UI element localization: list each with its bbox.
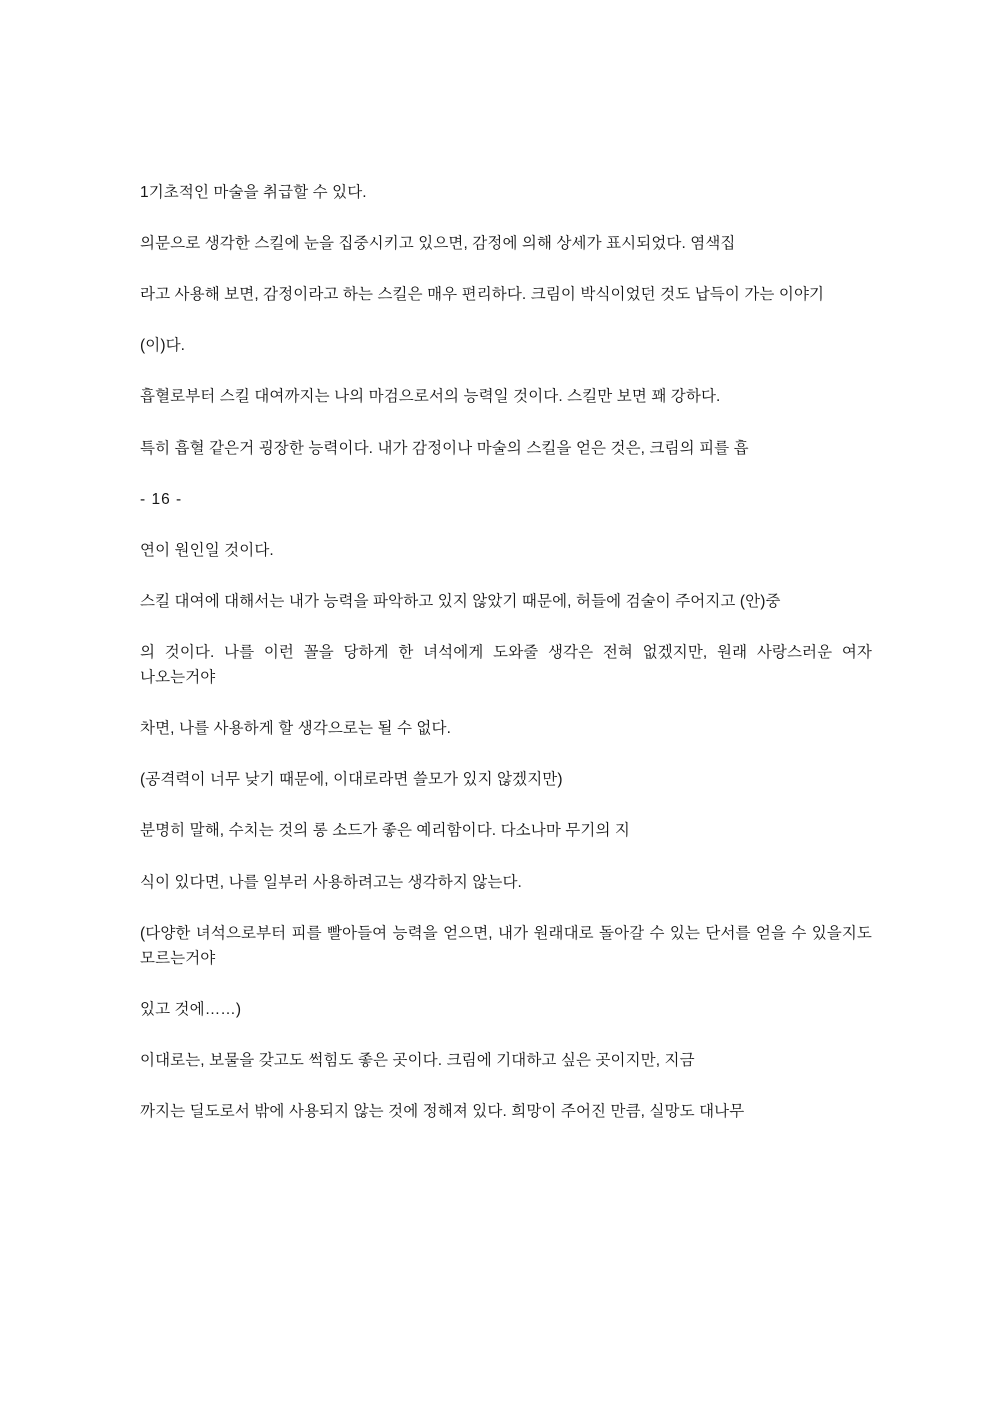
page-number: - 16 - (140, 490, 183, 508)
paragraph: 흡혈로부터 스킬 대여까지는 나의 마검으로서의 능력일 것이다. 스킬만 보면 꽤 강하다. (140, 388, 721, 406)
document-text-body (140, 180, 872, 1124)
paragraph: 연이 원인일 것이다. (140, 541, 274, 559)
paragraph: 분명히 말해, 수치는 것의 롱 소드가 좋은 예리함이다. 다소나마 무기의 지 (140, 822, 630, 840)
paragraph: 식이 있다면, 나를 일부러 사용하려고는 생각하지 않는다. (140, 873, 522, 891)
paragraph: 차면, 나를 사용하게 할 생각으로는 될 수 없다. (140, 720, 451, 738)
paragraph: 특히 흡혈 같은거 굉장한 능력이다. 내가 감정이나 마술의 스킬을 얻은 것은, 크림의 피를 흡 (140, 439, 749, 457)
paragraph: 의문으로 생각한 스킬에 눈을 집중시키고 있으면, 감정에 의해 상세가 표시되었다. 염색집 (140, 235, 736, 253)
paragraph: 이대로는, 보물을 갖고도 썩힘도 좋은 곳이다. 크림에 기대하고 싶은 곳이지만, 지금 (140, 1051, 695, 1069)
paragraph: 의 것이다. 나를 이런 꼴을 당하게 한 녀석에게 도와줄 생각은 전혀 없겠지만, 원래 사랑스러운 여자 나오는거야 (140, 643, 872, 687)
paragraph: (이)다. (140, 337, 186, 355)
paragraph: 있고 것에……) (140, 1000, 242, 1018)
paragraph: 까지는 딜도로서 밖에 사용되지 않는 것에 정해져 있다. 희망이 주어진 만큼, 실망도 대나무 (140, 1103, 745, 1121)
paragraph: (다양한 녀석으로부터 피를 빨아들여 능력을 얻으면, 내가 원래대로 돌아갈 수 있는 단서를 얻을 수 있을지도 모르는거야 (140, 924, 872, 967)
paragraph: 스킬 대여에 대해서는 내가 능력을 파악하고 있지 않았기 때문에, 허들에 검술이 주어지고 (안)중 (140, 592, 781, 610)
paragraph: 1기초적인 마술을 취급할 수 있다. (140, 184, 367, 201)
paragraph: (공격력이 너무 낮기 때문에, 이대로라면 쓸모가 있지 않겠지만) (140, 771, 563, 789)
paragraph: 라고 사용해 보면, 감정이라고 하는 스킬은 매우 편리하다. 크림이 박식이었던 것도 납득이 가는 이야기 (140, 286, 825, 304)
